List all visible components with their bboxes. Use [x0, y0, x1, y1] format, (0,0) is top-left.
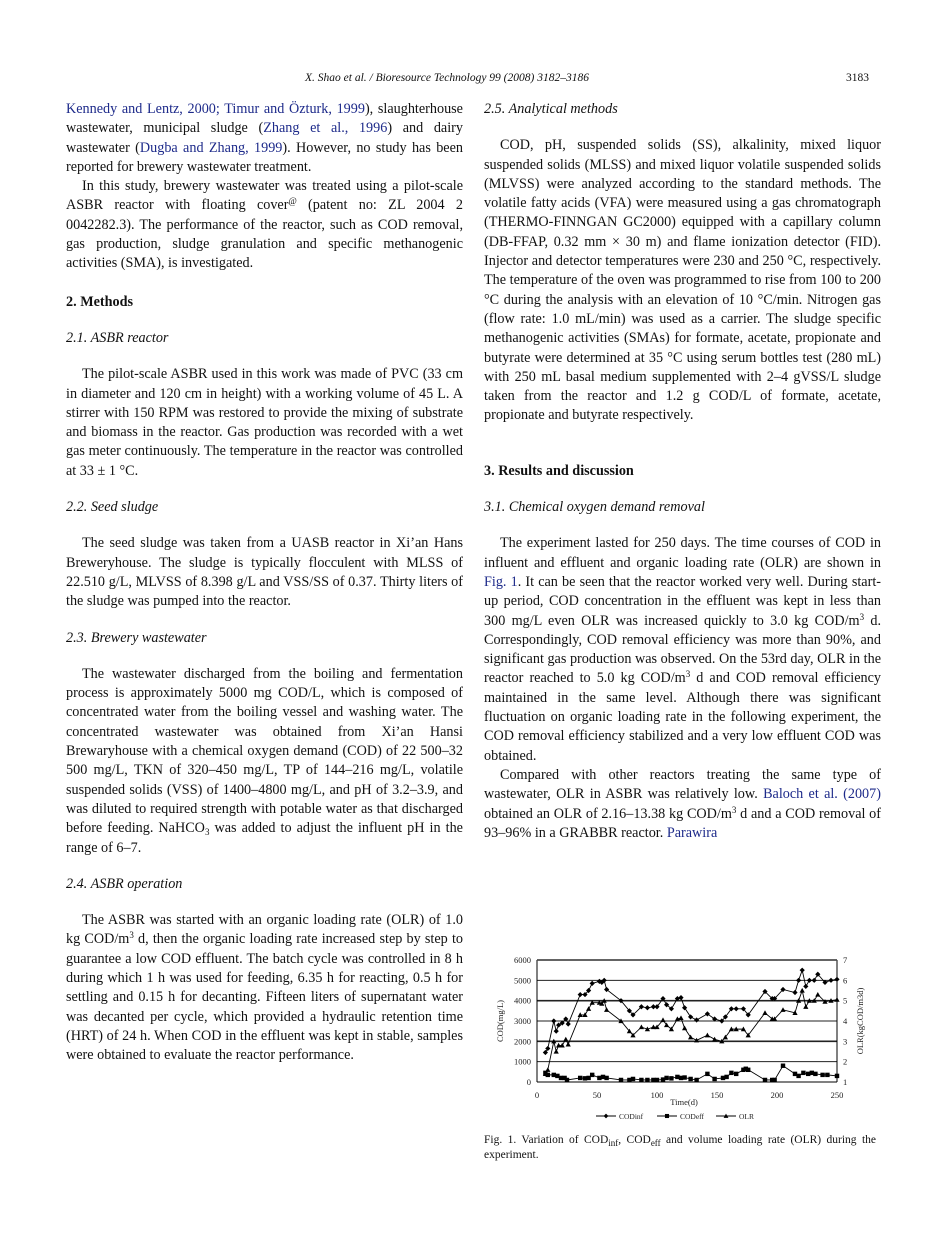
superscript: 3 — [685, 669, 691, 680]
subsection-heading-2-3: 2.3. Brewery wastewater — [66, 629, 207, 646]
diamond-marker — [545, 1046, 550, 1051]
square-marker — [694, 1078, 698, 1082]
text: Compared with other reactors treating the same type of wastewater, OLR in ASBR was relatively low. — [484, 766, 881, 803]
square-marker — [746, 1068, 750, 1072]
triangle-marker — [694, 1038, 699, 1043]
diamond-marker — [796, 978, 801, 983]
y-axis-label: COD(mg/L) — [495, 999, 505, 1043]
intro-paragraph-1 — [66, 100, 463, 177]
square-marker — [772, 1078, 776, 1082]
paragraph-2-4 — [66, 911, 463, 1065]
square-marker — [705, 1072, 709, 1076]
triangle-marker — [712, 1037, 717, 1042]
square-marker — [619, 1078, 623, 1082]
square-marker — [688, 1077, 692, 1081]
section-heading-results: 3. Results and discussion — [484, 462, 634, 479]
subscript: 3 — [204, 827, 210, 838]
triangle-marker — [639, 1025, 644, 1030]
square-marker — [669, 1076, 673, 1080]
text: ). However, no study has been reported for brewery wastewater treatment. — [66, 139, 463, 175]
triangle-marker — [566, 1042, 571, 1047]
citation-link[interactable]: Baloch et al. (2007) — [763, 786, 881, 803]
legend-label: CODinf — [619, 1112, 644, 1121]
triangle-marker — [803, 1004, 808, 1009]
diamond-marker — [694, 1017, 699, 1022]
subscript: eff — [650, 1138, 661, 1148]
diamond-marker — [590, 981, 595, 986]
triangle-marker — [815, 992, 820, 997]
square-marker — [631, 1077, 635, 1081]
triangle-marker — [586, 1006, 591, 1011]
square-marker — [578, 1076, 582, 1080]
triangle-marker — [688, 1035, 693, 1040]
y-tick-label: 1000 — [514, 1056, 531, 1067]
y2-tick-label: 1 — [843, 1077, 848, 1087]
y2-tick-label: 4 — [843, 1016, 848, 1026]
y2-axis-label: OLR(kgCOD/m3d) — [855, 987, 865, 1055]
text: d. Correspondingly, COD removal efficiency was more than 90%, and significant gas production was observed. On the 53rd day, OLR in the reactor reached to 5.0 kg COD/m — [484, 612, 881, 687]
legend-label: CODeff — [680, 1112, 705, 1121]
diamond-marker — [834, 977, 839, 982]
superscript: 3 — [731, 804, 737, 815]
y2-tick-label: 3 — [843, 1036, 848, 1047]
x-tick-label: 250 — [830, 1090, 844, 1100]
diamond-marker — [792, 990, 797, 995]
running-title: X. Shao et al. / Bioresource Technology 99 (2008) 3182–3186 — [305, 72, 589, 84]
y2-tick-label: 5 — [843, 995, 848, 1006]
triangle-marker — [563, 1037, 568, 1042]
square-marker — [664, 1076, 668, 1080]
y2-tick-label: 6 — [843, 975, 848, 986]
square-marker — [590, 1073, 594, 1077]
paragraph-2-2: The seed sludge was taken from a UASB reactor in Xi’an Hans Breweryhouse. The sludge is typically flocculent with MLSS of 22.510 g/L, MLVSS of 8.398 g/L and VSS/SS of 0.37. Thirty liters of the sludge was pumped into the reactor. — [66, 535, 463, 610]
triangle-marker — [545, 1067, 550, 1072]
section-heading-methods: 2. Methods — [66, 293, 133, 310]
text: d, then the organic loading rate increased step by step to guarantee a low COD effluent. The batch cycle was controlled in 8 h during which 1 h was used for feeding, 6.35 h for reacting, 0.5 h for settling and 0.15 h for decanting. Fifteen liters of supernatant water was decanted per cycle, which provided a hydraulic retention time (HRT) of 24 h. When COD in the effluent was kept in stable, samples were obtained to evaluate the reactor performance. — [66, 931, 463, 1064]
square-marker — [604, 1076, 608, 1080]
triangle-marker — [660, 1017, 665, 1022]
diamond-marker — [800, 968, 805, 973]
x-tick-label: 150 — [710, 1090, 724, 1100]
text: ), slaughterhouse wastewater, municipal sludge ( — [66, 101, 463, 137]
superscript: 3 — [859, 611, 865, 622]
triangle-marker — [800, 988, 805, 993]
citation-link[interactable]: Parawira — [666, 824, 718, 841]
diamond-marker — [551, 1018, 556, 1023]
square-marker — [825, 1073, 829, 1077]
square-marker — [655, 1078, 659, 1082]
y-tick-label: 6000 — [514, 955, 531, 965]
x-tick-label: 100 — [650, 1090, 664, 1100]
diamond-marker — [604, 1114, 609, 1119]
paragraph-2-5: COD, pH, suspended solids (SS), alkalinity, mixed liquor suspended solids (MLSS) and mixed liquor volatile suspended solids (MLVSS) were analyzed according to the standard methods. The volatile fatty acids (VFA) were measured using a gas chromatograph (THERMO-FINNGAN GC2000) equipped with a capillary column (DB-FFAP, 0.32 mm × 30 m) and flame ionization detector (FID). Injector and detector temperatures were 230 and 250 °C, respectively. The temperature of the oven was programmed to rise from 100 to 200 °C during the analysis with an elevation of 10 °C/min. Nitrogen gas (flow rate: 1.0 mL/min) was used as a carrier. The sludge specific methanogenic activities (SMAs) for formate, acetate, propionate and butyrate were determined at 35 °C using serum bottles test (280 mL) with 250 mL basal medium supplemented with 2–4 gVSS/L sludge taken from the reactor and 1.2 g COD/L of formate, acetate, propionate and butyrate respectively. — [484, 137, 881, 424]
legend-label: OLR — [739, 1112, 754, 1121]
square-marker — [712, 1077, 716, 1081]
square-marker — [813, 1072, 817, 1076]
triangle-marker — [604, 1007, 609, 1012]
diamond-marker — [812, 978, 817, 983]
x-tick-label: 0 — [534, 1090, 540, 1100]
paragraph-2-3 — [66, 665, 463, 858]
square-marker — [820, 1073, 824, 1077]
diamond-marker — [578, 992, 583, 997]
paragraph-3-1-a — [484, 534, 881, 766]
diamond-marker — [807, 978, 812, 983]
text: In this study, brewery wastewater was treated using a pilot-scale ASBR reactor with floating cover — [66, 178, 463, 214]
y-tick-label: 0 — [526, 1077, 531, 1087]
text: was added to adjust the influent pH in the range of 6–7. — [66, 820, 463, 856]
square-marker — [665, 1114, 669, 1118]
square-marker — [724, 1075, 728, 1079]
diamond-marker — [803, 984, 808, 989]
figure-link[interactable]: Fig. 1 — [484, 573, 518, 590]
left-column — [66, 100, 463, 1065]
y2-tick-label: 7 — [843, 955, 848, 965]
figure-1-chart — [484, 948, 884, 1128]
triangle-marker — [834, 997, 839, 1002]
citation-link[interactable]: Kennedy and Lentz, 2000; Timur and Özturk, 1999 — [66, 101, 365, 117]
square-marker — [734, 1072, 738, 1076]
y2-tick-label: 2 — [843, 1056, 848, 1067]
diamond-marker — [734, 1006, 739, 1011]
paragraph-3-1-b — [484, 766, 881, 843]
square-marker — [645, 1078, 649, 1082]
diamond-marker — [554, 1029, 559, 1034]
right-column — [484, 100, 881, 843]
text: ) and dairy wastewater ( — [66, 120, 463, 156]
y-tick-label: 3000 — [514, 1016, 531, 1026]
square-marker — [565, 1078, 569, 1082]
diamond-marker — [645, 1005, 650, 1010]
subsection-heading-2-1: 2.1. ASBR reactor — [66, 329, 169, 346]
text: and volume loading rate (OLR) during the experiment. — [484, 1134, 876, 1161]
figure-caption — [484, 1133, 876, 1163]
square-marker — [781, 1064, 785, 1068]
series-line-codinf — [545, 970, 837, 1052]
text: . It can be seen that the reactor worked very well. During start-up period, COD concentration in the effluent was kept in less than 300 mg/L even OLR was increased quickly to 3.0 kg COD/m — [484, 573, 881, 629]
y-tick-label: 5000 — [514, 975, 531, 986]
text: d and COD removal efficiency maintained in the same level. Although there was significant fluctuation on organic loading rate in the following experiment, the COD removal efficiency stabilized and a very low effluent COD was obtained. — [484, 670, 881, 764]
line-chart — [484, 948, 884, 1128]
square-marker — [796, 1074, 800, 1078]
page-number: 3183 — [846, 72, 869, 84]
text: The experiment lasted for 250 days. The time courses of COD in influent and effluent and organic loading rate (OLR) are shown in — [484, 535, 881, 571]
diamond-marker — [688, 1014, 693, 1019]
square-marker — [801, 1071, 805, 1075]
square-marker — [729, 1071, 733, 1075]
superscript: 3 — [129, 930, 134, 941]
square-marker — [835, 1074, 839, 1078]
triangle-marker — [762, 1010, 767, 1015]
citation-link[interactable]: Zhang et al., 1996 — [263, 120, 388, 137]
citation-link[interactable]: Dugba and Zhang, 1999 — [139, 139, 283, 156]
paragraph-2-1: The pilot-scale ASBR used in this work was made of PVC (33 cm in diameter and 120 cm in height) with a working volume of 45 L. A stirrer with 150 RPM was restored to provide the mixing of substrate and biomass in the reactor. Gas production was recorded with a wet gas meter continuously. The temperature in the reactor was controlled at 33 ± 1 °C. — [66, 366, 463, 479]
text: (patent no: ZL 2004 2 0042282.3). The performance of the reactor, such as COD removal, gas production, sludge granulation and specific methanogenic activities (SMA), is investigated. — [66, 197, 464, 272]
y-tick-label: 4000 — [514, 995, 531, 1006]
text: The wastewater discharged from the boiling and fermentation process is approximately 5000 mg COD/L, which is composed of concentrated water from the boiling vessel and washing water. The concentrated wastewater was obtained from Xi’an Hansi Brewaryhouse with a chemical oxygen demand (COD) of 22 500–32 500 mg/L, TKN of 320–450 mg/L, TP of 144–216 mg/L, volatile suspended solids (VSS) of 1400–4800 mg/L, and pH of 3.2–3.9, and was diluted to required strength with potable water as that discharged before feeding. NaHCO — [66, 665, 463, 837]
triangle-marker — [554, 1049, 559, 1054]
y-tick-label: 2000 — [514, 1036, 531, 1047]
triangle-marker — [705, 1033, 710, 1038]
square-marker — [763, 1078, 767, 1082]
square-marker — [639, 1078, 643, 1082]
diamond-marker — [566, 1021, 571, 1026]
x-tick-label: 200 — [770, 1090, 784, 1100]
subsection-heading-2-4: 2.4. ASBR operation — [66, 875, 183, 892]
text: The ASBR was started with an organic loading rate (OLR) of 1.0 kg COD/m — [66, 912, 463, 948]
text: obtained an OLR of 2.16–13.38 kg COD/m — [484, 805, 732, 822]
subsection-heading-2-2: 2.2. Seed sludge — [66, 499, 159, 516]
subscript: inf — [608, 1138, 619, 1148]
text: d and a COD removal of 93–96% in a GRABBR reactor. — [484, 805, 881, 841]
triangle-marker — [678, 1015, 683, 1020]
subsection-heading-3-1: 3.1. Chemical oxygen demand removal — [484, 499, 705, 516]
diamond-marker — [682, 1005, 687, 1010]
text: , COD — [618, 1134, 651, 1146]
intro-paragraph-2 — [66, 177, 463, 273]
superscript: @ — [288, 196, 297, 207]
x-axis-label: Time(d) — [670, 1097, 698, 1107]
triangle-marker — [682, 1026, 687, 1031]
text: Fig. 1. Variation of COD — [484, 1134, 609, 1146]
diamond-marker — [543, 1050, 548, 1055]
square-marker — [682, 1075, 686, 1079]
subsection-heading-2-5: 2.5. Analytical methods — [484, 101, 618, 117]
triangle-marker — [780, 1007, 785, 1012]
diamond-marker — [828, 978, 833, 983]
x-tick-label: 50 — [592, 1090, 602, 1100]
